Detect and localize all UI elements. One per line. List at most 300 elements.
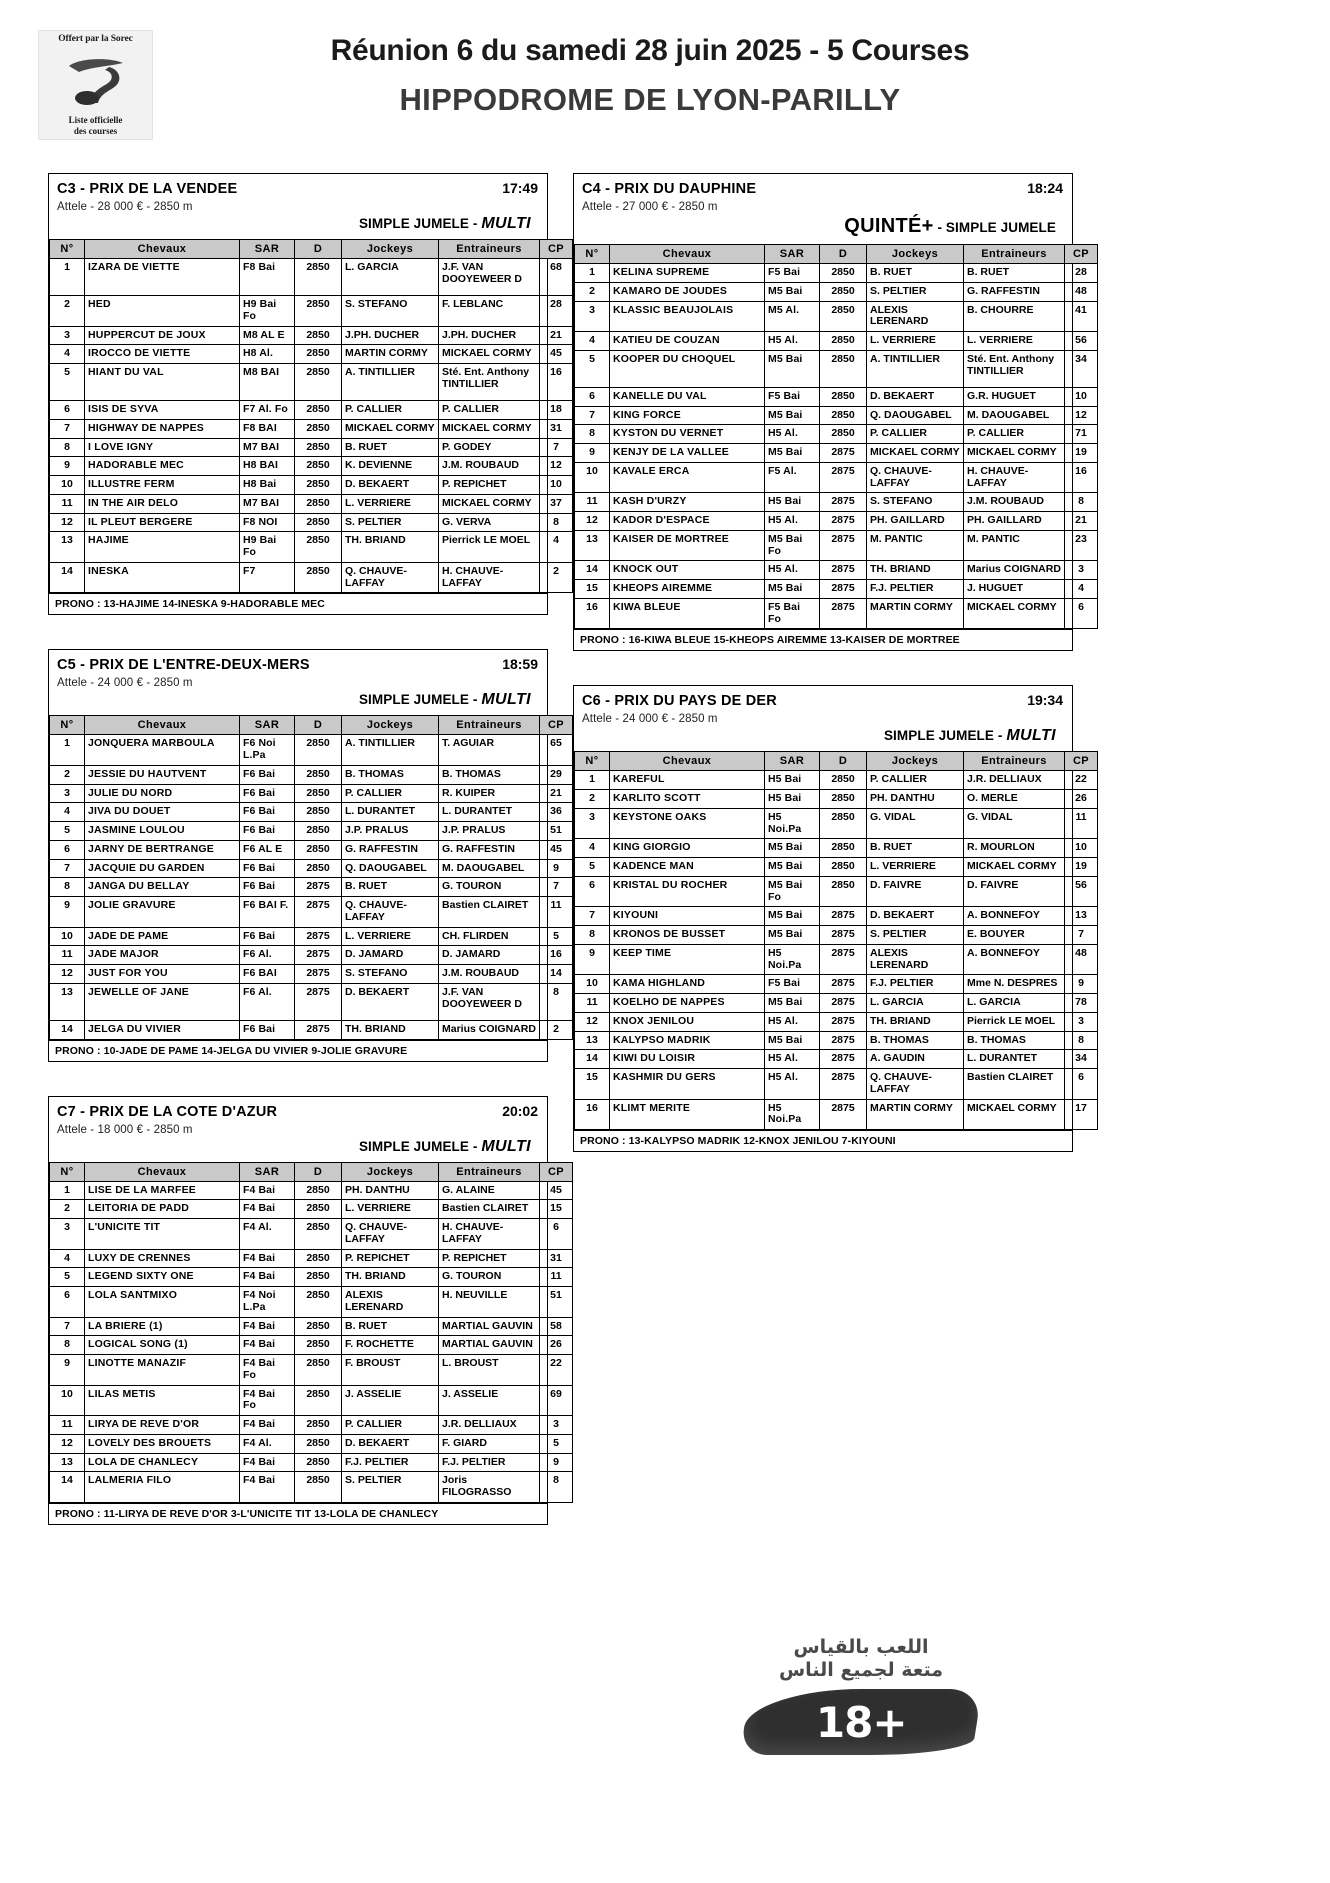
runner-sar: F4 Bai xyxy=(240,1336,295,1355)
runner-sar: M8 BAI xyxy=(240,364,295,401)
runner-horse: INESKA xyxy=(85,562,240,593)
runner-trainer: J.R. DELLIAUX xyxy=(439,1416,540,1435)
runner-number: 13 xyxy=(575,530,610,561)
runner-distance: 2850 xyxy=(295,784,342,803)
race-title: C5 - PRIX DE L'ENTRE-DEUX-MERS xyxy=(57,657,310,674)
runner-horse: KEEP TIME xyxy=(610,944,765,975)
bet-type-simple-jumele: SIMPLE JUMELE - xyxy=(358,216,482,231)
runner-trainer: H. CHAUVE-LAFFAY xyxy=(439,562,540,593)
runner-number: 14 xyxy=(575,561,610,580)
runner-number: 5 xyxy=(50,1268,85,1287)
runner-trainer: F.J. PELTIER xyxy=(439,1453,540,1472)
runner-jockey: D. FAIVRE xyxy=(867,876,964,907)
runner-jockey: PH. DANTHU xyxy=(342,1181,439,1200)
runner-jockey: L. GARCIA xyxy=(342,259,439,296)
table-row xyxy=(575,425,1098,444)
runner-cp: 10 xyxy=(540,476,573,495)
table-row xyxy=(575,406,1098,425)
runner-sar: F6 Al. xyxy=(240,946,295,965)
table-row xyxy=(575,264,1098,283)
runner-trainer: MARTIAL GAUVIN xyxy=(439,1317,540,1336)
table-row xyxy=(50,438,573,457)
runner-sar: M7 BAI xyxy=(240,438,295,457)
runner-jockey: Q. CHAUVE-LAFFAY xyxy=(342,1219,439,1250)
runner-trainer: J.M. ROUBAUD xyxy=(964,493,1065,512)
table-row xyxy=(50,765,573,784)
runner-cp: 15 xyxy=(540,1200,573,1219)
race-header xyxy=(574,174,1072,244)
runner-jockey: D. BEKAERT xyxy=(342,476,439,495)
table-row xyxy=(50,1416,573,1435)
runner-distance: 2850 xyxy=(820,264,867,283)
runner-distance: 2850 xyxy=(820,332,867,351)
runner-sar: F4 Bai xyxy=(240,1416,295,1435)
runner-cp: 10 xyxy=(1065,387,1098,406)
runner-sar: H5 Al. xyxy=(765,1069,820,1100)
race-conditions: Attele - 28 000 € - 2850 m xyxy=(57,201,193,213)
table-row xyxy=(50,1268,573,1287)
runner-number: 6 xyxy=(575,387,610,406)
runner-number: 9 xyxy=(50,897,85,928)
runner-horse: I LOVE IGNY xyxy=(85,438,240,457)
table-row xyxy=(50,1472,573,1503)
runner-jockey: J.P. PRALUS xyxy=(342,822,439,841)
runner-sar: F4 Bai xyxy=(240,1268,295,1287)
runner-sar: F6 Al. xyxy=(240,983,295,1020)
runner-trainer: G. RAFFESTIN xyxy=(964,282,1065,301)
table-row xyxy=(575,1012,1098,1031)
table-row xyxy=(50,259,573,296)
runner-jockey: ALEXIS LERENARD xyxy=(342,1287,439,1318)
runner-distance: 2875 xyxy=(295,983,342,1020)
runner-sar: F4 Bai xyxy=(240,1453,295,1472)
table-row xyxy=(50,476,573,495)
bet-type-simple-jumele: SIMPLE JUMELE - xyxy=(883,728,1007,744)
runner-horse: LA BRIERE (1) xyxy=(85,1317,240,1336)
runner-cp: 11 xyxy=(540,897,573,928)
runner-jockey: L. VERRIERE xyxy=(342,927,439,946)
runner-jockey: L. VERRIERE xyxy=(342,494,439,513)
runner-jockey: A. TINTILLIER xyxy=(867,350,964,387)
runner-trainer: J.R. DELLIAUX xyxy=(964,771,1065,790)
runner-cp: 7 xyxy=(1065,926,1098,945)
race-bet-types xyxy=(57,689,539,713)
table-row xyxy=(50,1434,573,1453)
runner-number: 9 xyxy=(575,444,610,463)
col-header-distance: D xyxy=(295,716,342,735)
runner-cp: 78 xyxy=(1065,994,1098,1013)
runner-horse: HAJIME xyxy=(85,532,240,563)
runner-number: 9 xyxy=(575,944,610,975)
table-row xyxy=(50,878,573,897)
runner-sar: H5 Bai xyxy=(765,493,820,512)
runner-trainer: L. DURANTET xyxy=(439,803,540,822)
runner-cp: 71 xyxy=(1065,425,1098,444)
runner-horse: KHEOPS AIREMME xyxy=(610,580,765,599)
table-row xyxy=(575,301,1098,332)
table-row xyxy=(575,332,1098,351)
col-header-horse: Chevaux xyxy=(610,245,765,264)
runner-number: 10 xyxy=(50,927,85,946)
runner-trainer: Pierrick LE MOEL xyxy=(964,1012,1065,1031)
runner-trainer: Marius COIGNARD xyxy=(964,561,1065,580)
table-row xyxy=(575,462,1098,493)
runner-cp: 9 xyxy=(540,1453,573,1472)
race-conditions: Attele - 24 000 € - 2850 m xyxy=(582,713,718,726)
race-start-time: 18:59 xyxy=(502,656,538,673)
runner-cp: 8 xyxy=(540,513,573,532)
col-header-horse: Chevaux xyxy=(85,1162,240,1181)
runner-horse: JIVA DU DOUET xyxy=(85,803,240,822)
runner-number: 3 xyxy=(50,784,85,803)
left-column xyxy=(48,173,565,1559)
table-row xyxy=(50,946,573,965)
runner-number: 4 xyxy=(50,803,85,822)
runner-trainer: Sté. Ent. Anthony TINTILLIER xyxy=(439,364,540,401)
runner-sar: M5 Bai Fo xyxy=(765,530,820,561)
runner-trainer: L. DURANTET xyxy=(964,1050,1065,1069)
runner-cp: 16 xyxy=(1065,462,1098,493)
runner-trainer: R. KUIPER xyxy=(439,784,540,803)
race-start-time: 19:34 xyxy=(1027,692,1063,709)
runner-number: 14 xyxy=(50,1472,85,1503)
runner-jockey: G. RAFFESTIN xyxy=(342,840,439,859)
runner-distance: 2850 xyxy=(295,735,342,766)
runner-horse: JONQUERA MARBOULA xyxy=(85,735,240,766)
table-row xyxy=(575,771,1098,790)
runner-number: 12 xyxy=(50,1434,85,1453)
runners-table xyxy=(49,1162,573,1503)
runner-number: 3 xyxy=(50,1219,85,1250)
runner-jockey: A. TINTILLIER xyxy=(342,735,439,766)
runner-trainer: J.P. PRALUS xyxy=(439,822,540,841)
runner-sar: H5 Noi.Pa xyxy=(765,808,820,839)
runner-jockey: Q. CHAUVE-LAFFAY xyxy=(867,462,964,493)
runner-distance: 2875 xyxy=(820,598,867,629)
runner-horse: JEWELLE OF JANE xyxy=(85,983,240,1020)
runner-horse: LOLA DE CHANLECY xyxy=(85,1453,240,1472)
runner-horse: KRISTAL DU ROCHER xyxy=(610,876,765,907)
runner-cp: 48 xyxy=(1065,282,1098,301)
runner-number: 11 xyxy=(50,1416,85,1435)
col-header-number: N° xyxy=(50,1162,85,1181)
runner-cp: 12 xyxy=(1065,406,1098,425)
runner-sar: F4 Bai xyxy=(240,1472,295,1503)
bet-type-multi: MULTI xyxy=(481,691,531,709)
runner-horse: IROCCO DE VIETTE xyxy=(85,345,240,364)
runner-horse: KASH D'URZY xyxy=(610,493,765,512)
runner-sar: H5 Al. xyxy=(765,561,820,580)
table-header-row xyxy=(575,245,1098,264)
runner-number: 15 xyxy=(575,580,610,599)
runner-number: 1 xyxy=(50,735,85,766)
runner-cp: 17 xyxy=(1065,1099,1098,1130)
runner-jockey: S. PELTIER xyxy=(342,513,439,532)
table-row xyxy=(50,822,573,841)
table-row xyxy=(50,859,573,878)
runner-jockey: P. CALLIER xyxy=(342,784,439,803)
runner-sar: F4 Bai Fo xyxy=(240,1355,295,1386)
runner-number: 11 xyxy=(50,494,85,513)
runner-cp: 45 xyxy=(540,840,573,859)
table-row xyxy=(575,561,1098,580)
col-header-horse: Chevaux xyxy=(85,240,240,259)
runner-trainer: J.F. VAN DOOYEWEER D xyxy=(439,259,540,296)
runner-distance: 2850 xyxy=(295,822,342,841)
runner-horse: IZARA DE VIETTE xyxy=(85,259,240,296)
runner-horse: KRONOS DE BUSSET xyxy=(610,926,765,945)
race-title: C7 - PRIX DE LA COTE D'AZUR xyxy=(57,1103,278,1120)
runner-jockey: MARTIN CORMY xyxy=(867,1099,964,1130)
runner-number: 14 xyxy=(575,1050,610,1069)
runner-horse: KAISER DE MORTREE xyxy=(610,530,765,561)
runner-cp: 56 xyxy=(1065,876,1098,907)
runner-cp: 65 xyxy=(540,735,573,766)
runner-sar: F8 Bai xyxy=(240,259,295,296)
table-row xyxy=(575,907,1098,926)
runner-distance: 2850 xyxy=(295,1355,342,1386)
bet-type-multi: MULTI xyxy=(481,1137,531,1155)
runner-sar: F6 BAI F. xyxy=(240,897,295,928)
table-header-row xyxy=(50,240,573,259)
race-conditions: Attele - 24 000 € - 2850 m xyxy=(57,677,193,690)
runner-distance: 2850 xyxy=(295,1200,342,1219)
runner-horse: KING GIORGIO xyxy=(610,839,765,858)
runner-cp: 26 xyxy=(1065,790,1098,809)
col-header-jockey: Jockeys xyxy=(342,1162,439,1181)
runner-cp: 11 xyxy=(540,1268,573,1287)
runner-sar: M5 Bai xyxy=(765,926,820,945)
runner-trainer: G. TOURON xyxy=(439,878,540,897)
col-header-cp: CP xyxy=(540,716,573,735)
table-row xyxy=(50,784,573,803)
table-row xyxy=(575,282,1098,301)
runner-distance: 2850 xyxy=(295,1219,342,1250)
runner-cp: 4 xyxy=(1065,580,1098,599)
table-row xyxy=(50,965,573,984)
runner-trainer: P. REPICHET xyxy=(439,476,540,495)
runner-jockey: MICKAEL CORMY xyxy=(867,444,964,463)
col-header-jockey: Jockeys xyxy=(867,245,964,264)
table-row xyxy=(50,562,573,593)
runner-horse: HED xyxy=(85,296,240,327)
runner-distance: 2875 xyxy=(295,897,342,928)
runner-horse: KLASSIC BEAUJOLAIS xyxy=(610,301,765,332)
runner-number: 2 xyxy=(50,296,85,327)
runner-sar: F6 Bai xyxy=(240,878,295,897)
table-row xyxy=(50,1453,573,1472)
runner-sar: M5 Bai xyxy=(765,1031,820,1050)
runner-trainer: G. VERVA xyxy=(439,513,540,532)
runner-number: 12 xyxy=(575,1012,610,1031)
runner-horse: KOELHO DE NAPPES xyxy=(610,994,765,1013)
runner-horse: KIWA BLEUE xyxy=(610,598,765,629)
runner-jockey: B. RUET xyxy=(342,438,439,457)
runner-jockey: L. DURANTET xyxy=(342,803,439,822)
runner-distance: 2850 xyxy=(295,1385,342,1416)
runner-number: 7 xyxy=(50,859,85,878)
table-header-row xyxy=(50,1162,573,1181)
race-conditions: Attele - 18 000 € - 2850 m xyxy=(57,1123,193,1136)
runner-cp: 21 xyxy=(540,326,573,345)
table-row xyxy=(50,840,573,859)
runner-distance: 2875 xyxy=(820,580,867,599)
runner-distance: 2850 xyxy=(295,1416,342,1435)
runner-jockey: B. RUET xyxy=(342,878,439,897)
table-row xyxy=(50,364,573,401)
runner-number: 1 xyxy=(575,771,610,790)
runner-horse: KIWI DU LOISIR xyxy=(610,1050,765,1069)
runner-number: 10 xyxy=(575,462,610,493)
sorec-logo-line2: des courses xyxy=(73,125,118,136)
runner-distance: 2850 xyxy=(295,401,342,420)
runner-sar: H8 Al. xyxy=(240,345,295,364)
runner-jockey: Q. DAOUGABEL xyxy=(342,859,439,878)
runner-trainer: MICKAEL CORMY xyxy=(964,444,1065,463)
runner-horse: KING FORCE xyxy=(610,406,765,425)
runner-cp: 13 xyxy=(1065,907,1098,926)
runner-sar: H5 Noi.Pa xyxy=(765,1099,820,1130)
runner-cp: 7 xyxy=(540,878,573,897)
table-row xyxy=(50,401,573,420)
runner-trainer: MARTIAL GAUVIN xyxy=(439,1336,540,1355)
table-row xyxy=(50,1317,573,1336)
runner-cp: 34 xyxy=(1065,350,1098,387)
runner-horse: KAMA HIGHLAND xyxy=(610,975,765,994)
runner-cp: 28 xyxy=(540,296,573,327)
race-block-c3 xyxy=(48,173,565,615)
race-title: C4 - PRIX DU DAUPHINE xyxy=(582,181,757,197)
runner-horse: L'UNICITE TIT xyxy=(85,1219,240,1250)
runner-number: 12 xyxy=(50,513,85,532)
runner-distance: 2850 xyxy=(295,1268,342,1287)
runner-horse: KASHMIR DU GERS xyxy=(610,1069,765,1100)
race-header xyxy=(49,650,547,715)
bet-type-simple-jumele: - SIMPLE JUMELE xyxy=(933,220,1056,235)
runner-trainer: J. ASSELIE xyxy=(439,1385,540,1416)
runner-jockey: MARTIN CORMY xyxy=(867,598,964,629)
col-header-cp: CP xyxy=(540,1162,573,1181)
runner-trainer: M. DAOUGABEL xyxy=(439,859,540,878)
runner-number: 10 xyxy=(50,1385,85,1416)
runner-cp: 45 xyxy=(540,1181,573,1200)
runner-distance: 2850 xyxy=(295,803,342,822)
runner-distance: 2875 xyxy=(820,975,867,994)
runner-trainer: Bastien CLAIRET xyxy=(964,1069,1065,1100)
race-start-time: 17:49 xyxy=(502,180,538,196)
runner-horse: LEITORIA DE PADD xyxy=(85,1200,240,1219)
runner-jockey: D. JAMARD xyxy=(342,946,439,965)
runner-jockey: S. STEFANO xyxy=(342,965,439,984)
race-header xyxy=(49,174,547,239)
runner-number: 8 xyxy=(50,438,85,457)
race-block-c7 xyxy=(48,1096,565,1525)
runner-number: 10 xyxy=(50,476,85,495)
table-row xyxy=(50,513,573,532)
runner-horse: KADENCE MAN xyxy=(610,858,765,877)
runner-number: 8 xyxy=(50,1336,85,1355)
race-title: C3 - PRIX DE LA VENDEE xyxy=(57,181,238,197)
runner-sar: M7 BAI xyxy=(240,494,295,513)
runner-distance: 2850 xyxy=(295,296,342,327)
runner-jockey: S. STEFANO xyxy=(867,493,964,512)
runner-horse: KLIMT MERITE xyxy=(610,1099,765,1130)
bet-type-simple-jumele: SIMPLE JUMELE - xyxy=(358,1138,482,1154)
table-row xyxy=(50,532,573,563)
runner-cp: 29 xyxy=(540,765,573,784)
runner-jockey: F.J. PELTIER xyxy=(867,975,964,994)
runner-sar: M5 Bai xyxy=(765,580,820,599)
table-row xyxy=(50,735,573,766)
age-badge-label: 18+ xyxy=(815,1697,907,1747)
runner-jockey: TH. BRIAND xyxy=(867,1012,964,1031)
runner-horse: KARLITO SCOTT xyxy=(610,790,765,809)
runner-number: 5 xyxy=(50,822,85,841)
runner-distance: 2850 xyxy=(295,1317,342,1336)
table-row xyxy=(575,598,1098,629)
runner-number: 13 xyxy=(50,983,85,1020)
col-header-number: N° xyxy=(50,716,85,735)
runner-distance: 2850 xyxy=(295,562,342,593)
runner-horse: KADOR D'ESPACE xyxy=(610,512,765,531)
race-prono: PRONO : 10-JADE DE PAME 14-JELGA DU VIVIER 9-JOLIE GRAVURE xyxy=(49,1040,547,1061)
runner-number: 4 xyxy=(575,839,610,858)
runner-jockey: B. RUET xyxy=(867,839,964,858)
runner-cp: 68 xyxy=(540,259,573,296)
right-column xyxy=(573,173,1090,1186)
runner-trainer: F. LEBLANC xyxy=(439,296,540,327)
table-row xyxy=(575,1099,1098,1130)
runner-cp: 8 xyxy=(540,1472,573,1503)
col-header-trainer: Entraineurs xyxy=(439,240,540,259)
runner-jockey: P. CALLIER xyxy=(867,771,964,790)
runner-cp: 3 xyxy=(1065,561,1098,580)
racecourse-title: HIPPODROME DE LYON-PARILLY xyxy=(399,82,901,117)
runner-distance: 2850 xyxy=(295,476,342,495)
runner-cp: 16 xyxy=(540,364,573,401)
runner-distance: 2875 xyxy=(820,493,867,512)
runner-horse: JASMINE LOULOU xyxy=(85,822,240,841)
runner-sar: M5 Bai xyxy=(765,994,820,1013)
runner-sar: F6 Bai xyxy=(240,765,295,784)
table-row xyxy=(50,1336,573,1355)
race-start-time: 20:02 xyxy=(502,1102,538,1119)
table-row xyxy=(50,494,573,513)
table-row xyxy=(50,1287,573,1318)
runner-sar: F4 Bai xyxy=(240,1181,295,1200)
runner-trainer: J.M. ROUBAUD xyxy=(439,965,540,984)
col-header-distance: D xyxy=(295,240,342,259)
table-row xyxy=(50,457,573,476)
runner-number: 11 xyxy=(50,946,85,965)
table-row xyxy=(575,1050,1098,1069)
runner-jockey: Q. CHAUVE-LAFFAY xyxy=(867,1069,964,1100)
sorec-emblem-icon xyxy=(65,54,127,106)
runner-trainer: H. NEUVILLE xyxy=(439,1287,540,1318)
runner-distance: 2875 xyxy=(820,1012,867,1031)
table-row xyxy=(575,530,1098,561)
runner-distance: 2850 xyxy=(820,808,867,839)
runner-jockey: Q. CHAUVE-LAFFAY xyxy=(342,897,439,928)
runner-number: 7 xyxy=(575,406,610,425)
sorec-logo xyxy=(38,30,153,140)
runner-jockey: D. BEKAERT xyxy=(867,907,964,926)
runner-trainer: E. BOUYER xyxy=(964,926,1065,945)
runner-trainer: T. AGUIAR xyxy=(439,735,540,766)
runner-trainer: H. CHAUVE-LAFFAY xyxy=(439,1219,540,1250)
table-row xyxy=(50,345,573,364)
runner-horse: JULIE DU NORD xyxy=(85,784,240,803)
